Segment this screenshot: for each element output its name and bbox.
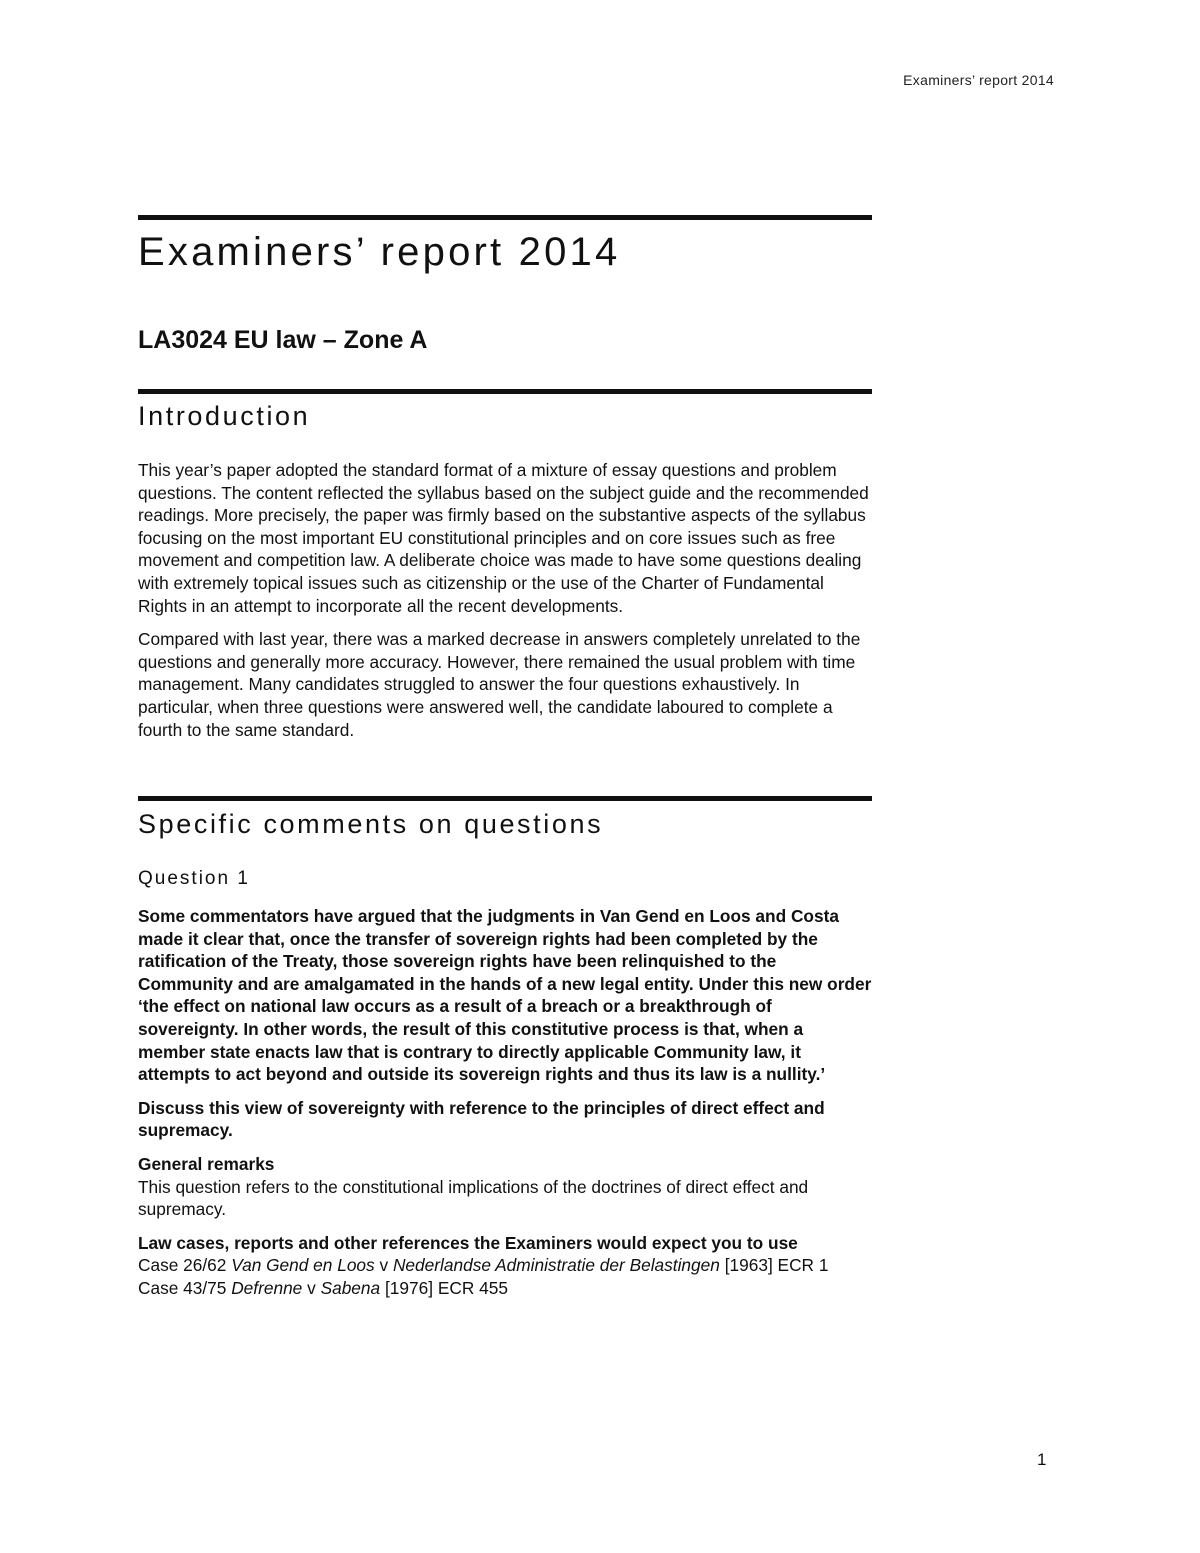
document-subtitle: LA3024 EU law – Zone A xyxy=(138,326,428,354)
introduction-heading: Introduction xyxy=(138,401,311,431)
question-1-body xyxy=(138,905,873,1300)
introduction-rule xyxy=(138,389,872,394)
title-top-rule xyxy=(138,215,872,220)
reference-party: Nederlandse Administratie der Belastingen xyxy=(392,1255,720,1276)
reference-versus: v xyxy=(307,1277,316,1298)
references-heading: Law cases, reports and other references the Examiners would expect you to use xyxy=(138,1232,798,1253)
document-title: Examiners’ report 2014 xyxy=(138,230,621,274)
general-remarks xyxy=(138,1153,873,1221)
reference-party: Defrenne xyxy=(231,1277,303,1298)
references xyxy=(138,1232,873,1300)
reference-item xyxy=(138,1277,873,1300)
reference-case-number: Case 26/62 xyxy=(138,1255,227,1276)
page-number: 1 xyxy=(1037,1450,1047,1469)
introduction-body xyxy=(138,459,873,752)
reference-item xyxy=(138,1254,873,1277)
specific-comments-rule xyxy=(138,796,872,801)
reference-versus: v xyxy=(379,1255,389,1276)
introduction-paragraph: Compared with last year, there was a marked decrease in answers completely unrelated to the questions and generally more accuracy. However, there remained the usual problem with time management. Many candidates struggled to answer the four questions exhaustively. In particular, when three questions were answered well, the candidate laboured to complete a fourth to the same standard. xyxy=(138,629,861,740)
introduction-paragraph: This year’s paper adopted the standard format of a mixture of essay questions and problem questions. The content reflected the syllabus based on the subject guide and the recommended readings. More precisely, the paper was firmly based on the substantive aspects of the syllabus focusing on the most important EU constitutional principles and on core issues such as free movement and competition law. A deliberate choice was made to have some questions dealing with extremely topical issues such as citizenship or the use of the Charter of Fundamental Rights in an attempt to incorporate all the recent developments. xyxy=(138,460,869,616)
reference-citation: [1963] ECR 1 xyxy=(724,1255,829,1276)
question-1-heading: Question 1 xyxy=(138,868,250,889)
reference-citation: [1976] ECR 455 xyxy=(384,1277,508,1298)
question-1-prompt: Some commentators have argued that the judgments in Van Gend en Loos and Costa made it clear that, once the transfer of sovereign rights had been completed by the ratification of the Treaty, those sovereign rights have been relinquished to the Community and are amalgamated in the hands of a new legal entity. Under this new order ‘the effect on national law occurs as a result of a breach or a breakthrough of sovereignty. In other words, the result of this constitutive process is that, when a member state enacts law that is contrary to directly applicable Community law, it attempts to act beyond and outside its sovereign rights and thus its law is a nullity.’ xyxy=(138,906,872,1085)
specific-comments-heading: Specific comments on questions xyxy=(138,809,604,839)
reference-party: Van Gend en Loos xyxy=(231,1255,375,1276)
reference-case-number: Case 43/75 xyxy=(138,1277,227,1298)
general-remarks-heading: General remarks xyxy=(138,1153,275,1174)
reference-party: Sabena xyxy=(320,1277,381,1298)
question-1-instruction: Discuss this view of sovereignty with reference to the principles of direct effect and supremacy. xyxy=(138,1097,825,1141)
general-remarks-text: This question refers to the constitutional implications of the doctrines of direct effect and supremacy. xyxy=(138,1176,809,1220)
running-header: Examiners’ report 2014 xyxy=(903,72,1054,88)
